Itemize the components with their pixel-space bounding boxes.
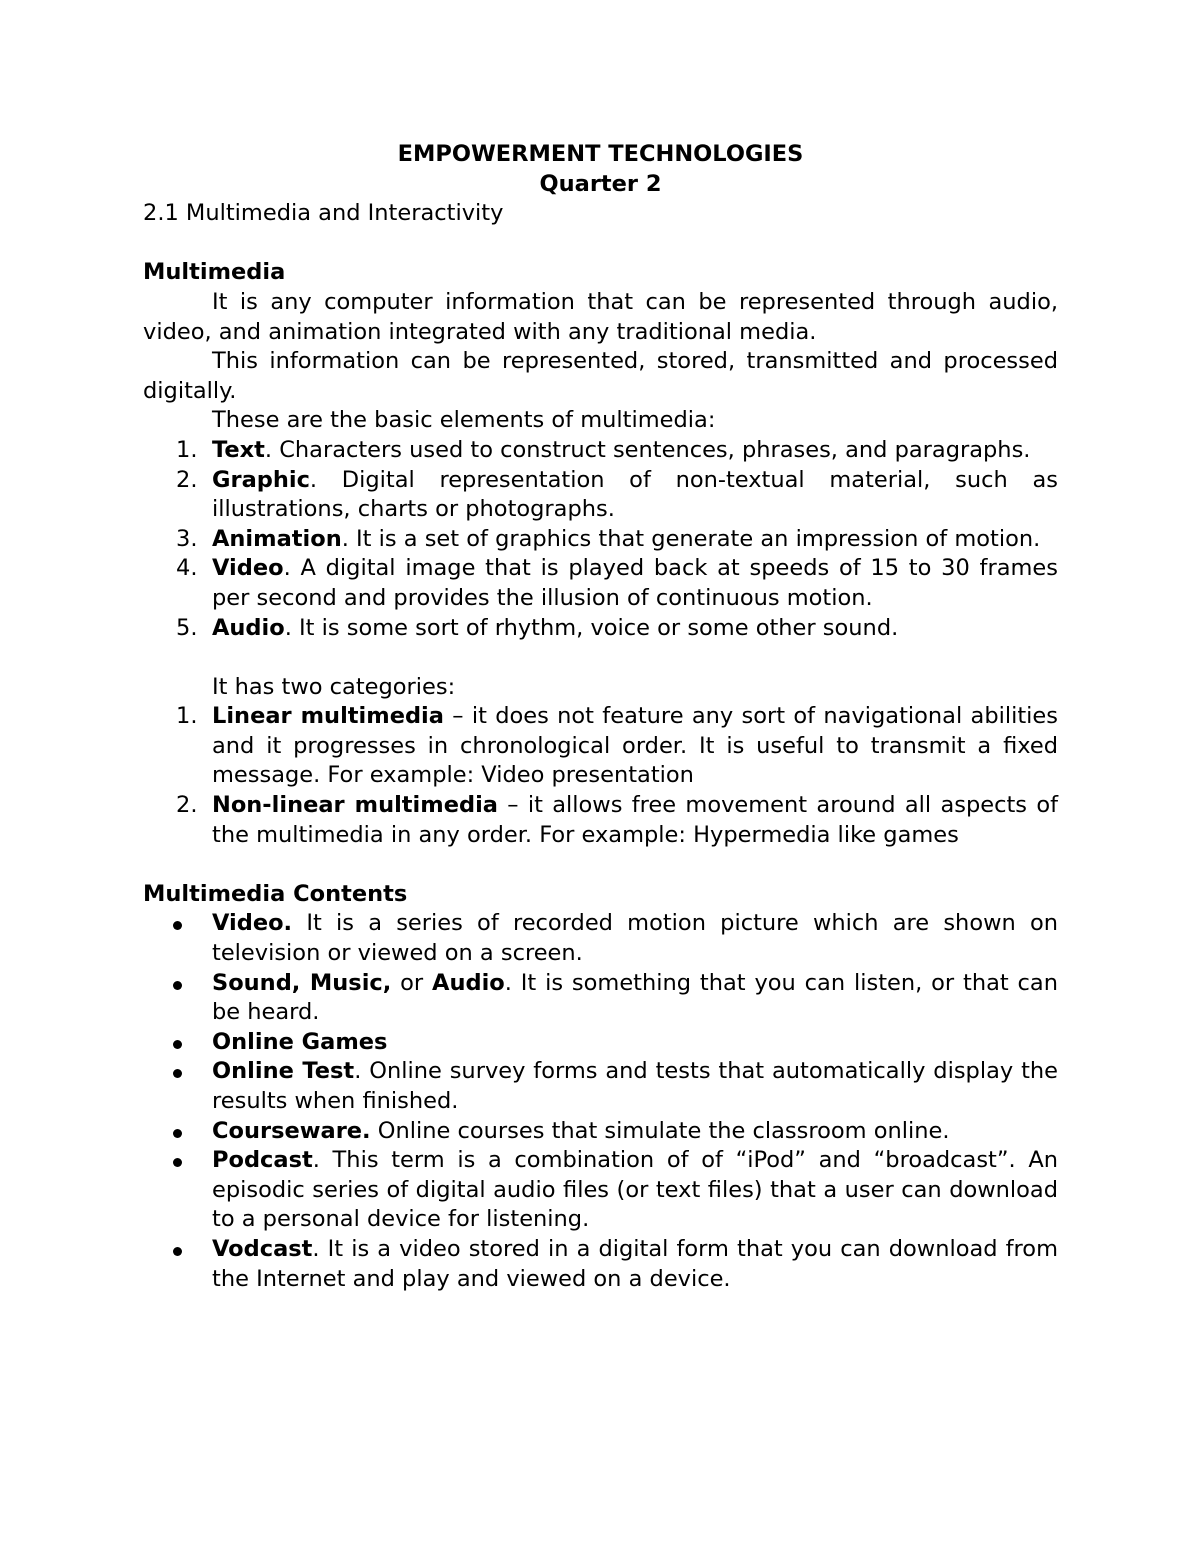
list-item (143, 1235, 1058, 1294)
list-item (143, 969, 1058, 1028)
content-desc: . This term is a combination of of “iPod” and “broadcast”. An episodic series of digital audio files (or text files) that a user can download to a personal device for listening. (212, 1147, 1058, 1233)
category-term: Non-linear multimedia (212, 792, 498, 819)
element-desc: . It is a set of graphics that generate an impression of motion. (341, 525, 1041, 552)
content-term: Sound, Music, (212, 969, 392, 996)
list-item (143, 554, 1058, 613)
element-term: Graphic (212, 466, 310, 493)
element-desc: . It is some sort of rhythm, voice or some other sound. (284, 614, 899, 641)
content-term: Online Games (212, 1028, 388, 1055)
categories-intro: It has two categories: (212, 673, 456, 700)
bullet-icon (173, 1069, 182, 1078)
contents-list (143, 909, 1058, 1294)
list-number: 2. (176, 466, 198, 493)
list-number: 1. (176, 436, 198, 463)
list-item (143, 614, 1058, 644)
list-number: 3. (176, 525, 198, 552)
element-term: Text (212, 436, 265, 463)
bullet-icon (173, 921, 182, 930)
content-desc: . Online survey forms and tests that automatically display the results when finished. (212, 1058, 1059, 1114)
lesson-title: 2.1 Multimedia and Interactivity (143, 200, 504, 227)
bullet-icon (173, 981, 182, 990)
list-item (143, 436, 1058, 466)
list-item (143, 702, 1058, 791)
list-item (143, 1028, 1058, 1058)
list-number: 4. (176, 555, 198, 582)
element-desc: . Digital representation of non-textual material, such as illustrations, charts or photographs. (212, 466, 1058, 523)
spacer (143, 643, 1058, 673)
list-item (143, 1057, 1058, 1116)
bullet-icon (173, 1247, 182, 1256)
element-desc: . Characters used to construct sentences, phrases, and paragraphs. (264, 436, 1031, 463)
category-desc: – it does not feature any sort of navigational abilities and it progresses in chronological order. It is useful to transmit a fixed message. For example: Video presentation (212, 703, 1058, 789)
content-desc: . It is something that you can listen, or that can be heard. (212, 969, 1058, 1026)
content-term: Vodcast (212, 1235, 313, 1262)
list-item (143, 791, 1058, 850)
list-item (143, 525, 1058, 555)
category-term: Linear multimedia (212, 703, 444, 730)
list-item (143, 1117, 1058, 1147)
contents-heading: Multimedia Contents (143, 880, 408, 907)
multimedia-digital-note: This information can be represented, stored, transmitted and processed digitally. (143, 348, 1058, 404)
document-title: EMPOWERMENT TECHNOLOGIES (397, 141, 804, 167)
element-term: Video (212, 555, 284, 582)
spacer (143, 850, 1058, 880)
list-number: 1. (176, 703, 198, 730)
bullet-icon (173, 1129, 182, 1138)
list-item (143, 466, 1058, 525)
list-item (143, 1146, 1058, 1235)
content-desc: Online courses that simulate the classroom online. (370, 1117, 950, 1144)
content-term: Courseware. (212, 1117, 371, 1144)
content-term: Podcast (212, 1147, 313, 1174)
content-desc: . It is a video stored in a digital form that you can download from the Internet and play and viewed on a device. (212, 1235, 1058, 1292)
bullet-icon (173, 1158, 182, 1167)
elements-list (143, 436, 1058, 643)
document-page (143, 140, 1058, 1294)
content-term: Audio (432, 969, 505, 996)
spacer (143, 229, 1058, 259)
list-number: 5. (176, 614, 198, 641)
bullet-icon (173, 1040, 182, 1049)
multimedia-heading: Multimedia (143, 259, 286, 286)
content-desc: It is a series of recorded motion picture which are shown on television or viewed on a screen. (212, 910, 1058, 967)
content-term: Online Test (212, 1058, 355, 1085)
list-number: 2. (176, 792, 198, 819)
category-desc: – it allows free movement around all aspects of the multimedia in any order. For example: Hypermedia like games (212, 792, 1059, 848)
quarter-label: Quarter 2 (539, 170, 662, 197)
multimedia-definition: It is any computer information that can be represented through audio, video, and animation integrated with any traditional media. (143, 288, 1058, 345)
content-connector: or (391, 969, 433, 996)
list-item (143, 909, 1058, 968)
element-desc: . A digital image that is played back at speeds of 15 to 30 frames per second and provides the illusion of continuous motion. (212, 555, 1058, 611)
elements-intro: These are the basic elements of multimedia: (212, 407, 716, 434)
element-term: Animation (212, 525, 342, 552)
element-term: Audio (212, 614, 285, 641)
content-term: Video. (212, 910, 293, 937)
categories-list (143, 702, 1058, 850)
